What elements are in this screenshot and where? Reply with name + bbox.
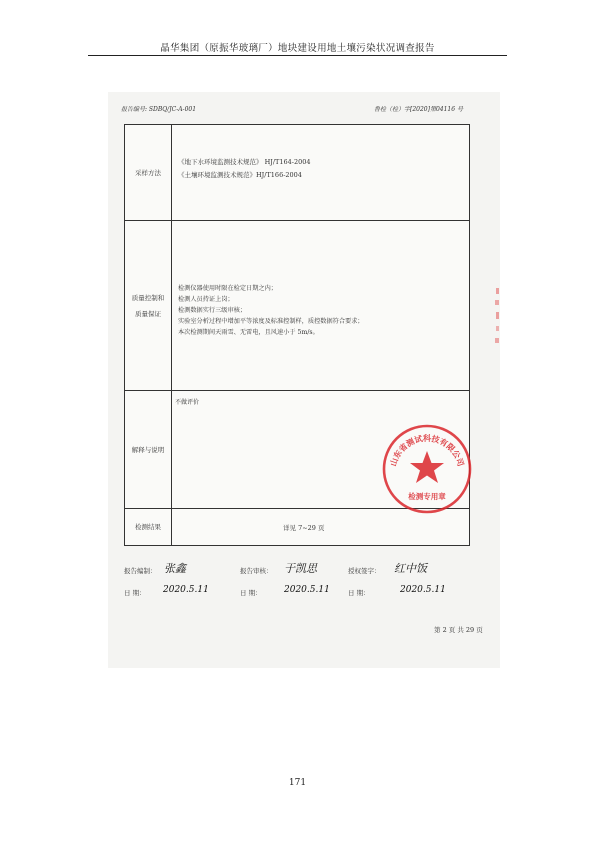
qc-line: 实验室分析过程中增加平等浓度及标准控制样，质控数据符合要求；: [178, 318, 364, 325]
page-of-count: 第 2 页 共 29 页: [434, 626, 483, 634]
label-quality-line1: 质量控制和: [131, 293, 165, 302]
report-number: 报告编号: SDBQ/JC-A-001: [121, 106, 197, 113]
explanation-text: 不做评价: [175, 399, 200, 406]
qc-line: 检测人员持证上岗；: [178, 296, 234, 303]
compiled-date: 2020.5.11: [163, 585, 209, 595]
seal-edge-marks: [494, 286, 502, 346]
row-quality: [125, 221, 469, 391]
reviewed-date-label: 日 期：: [240, 589, 262, 597]
qc-line: 检测仪器使用时限在检定日期之内；: [178, 285, 277, 292]
label-summary: [125, 509, 172, 545]
standard-line: 《土壤环境监测技术规范》HJ/T166-2004: [178, 171, 302, 179]
approved-date-label: 日 期：: [348, 589, 370, 597]
standard-line: 《地下水环境监测技术规范》 HJ/T164-2004: [178, 158, 311, 166]
reviewed-signature: 于凯思: [284, 562, 317, 575]
header-title: 晶华集团（原振华玻璃厂）地块建设用地土壤污染状况调查报告: [160, 43, 435, 54]
content-quality: [178, 221, 465, 390]
approved-label: 授权签字：: [348, 567, 381, 575]
certificate-number: 鲁检（检）字[2020]第04116 号: [374, 106, 463, 113]
header-rule: [88, 55, 507, 56]
reviewed-date: 2020.5.11: [284, 585, 330, 595]
seal-star-icon: [410, 451, 444, 483]
seal-arc-text: 山东省测试科技有限公司: [388, 434, 466, 468]
compiled-label: 报告编制：: [124, 567, 157, 575]
row-sampling: [125, 125, 469, 221]
label-explanation-text: 解释与说明: [131, 445, 165, 454]
page-number: 171: [288, 778, 307, 788]
content-sampling: [178, 125, 465, 220]
label-summary-text: 检测结果: [135, 523, 161, 531]
official-seal: [381, 423, 473, 515]
reviewed-label: 报告审核：: [240, 567, 273, 575]
label-quality-line2: 质量保证: [135, 309, 161, 318]
approved-date: 2020.5.11: [400, 585, 446, 595]
summary-text: 详见 7~29 页: [283, 524, 325, 532]
compiled-signature: 张鑫: [164, 562, 186, 575]
qc-line: 本次检测期间天雨雪、无雷电，且风速小于 5m/s。: [178, 329, 319, 336]
compiled-date-label: 日 期：: [124, 589, 146, 597]
qc-line: 检测数据实行三级审核；: [178, 307, 247, 314]
label-quality: [125, 221, 172, 390]
label-sampling: [125, 125, 172, 220]
approved-signature: 红中饭: [394, 562, 427, 575]
label-sampling-text: 采样方法: [135, 168, 161, 177]
label-explanation: [125, 391, 172, 508]
seal-sub-text: 检测专用章: [408, 492, 446, 501]
